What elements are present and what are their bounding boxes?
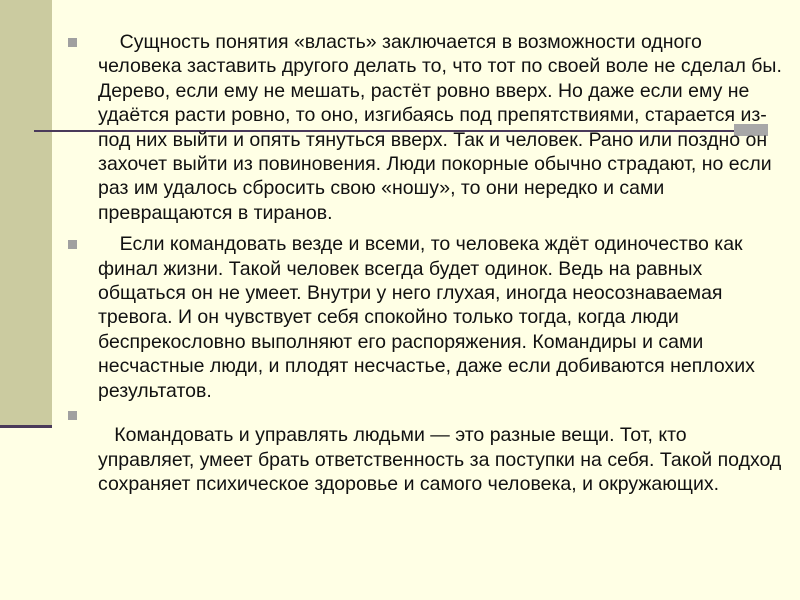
decorative-side-rule [0, 425, 52, 428]
text-block-managing [68, 423, 788, 496]
bullet-item-2 [68, 232, 788, 403]
square-bullet-icon [68, 38, 77, 47]
bullet-item-3 [68, 403, 788, 429]
slide-content [68, 30, 788, 496]
paragraph-commanding: Если командовать везде и всеми, то человека ждёт одиночество как финал жизни. Такой человек всегда будет одинок. Ведь на равных общаться он не умеет. Внутри у него глухая, иногда неосознаваемая тревога. И он чувствует себя спокойно только тогда, когда люди беспрекословно выполняют его распоряжения. Командиры и сами несчастные люди, и плодят несчастье, даже если добиваются неплохих результатов. [98, 233, 761, 402]
paragraph-managing: Командовать и управлять людьми — это разные вещи. Тот, кто управляет, умеет брать ответственность за поступки на себя. Такой подход сохраняет психическое здоровье и самого человека, и окружающих. [98, 424, 787, 495]
square-bullet-icon [68, 240, 77, 249]
decorative-side-bar [0, 0, 52, 425]
paragraph-power-essence: Сущность понятия «власть» заключается в возможности одного человека заставить другого делать то, что тот по своей воле не сделал бы. Дерево, если ему не мешать, растёт ровно вверх. Но даже если ему не удаётся расти ровно, то оно, изгибаясь под препятствиями, старается из-под них выйти и опять тянуться вверх. Так и человек. Рано или поздно он захочет выйти из повиновения. Люди покорные обычно страдают, но если раз им удалось сбросить свою «ношу», то они нередко и сами превращаются в тиранов. [98, 31, 788, 224]
bullet-item-1 [68, 30, 788, 225]
square-bullet-icon [68, 411, 77, 420]
